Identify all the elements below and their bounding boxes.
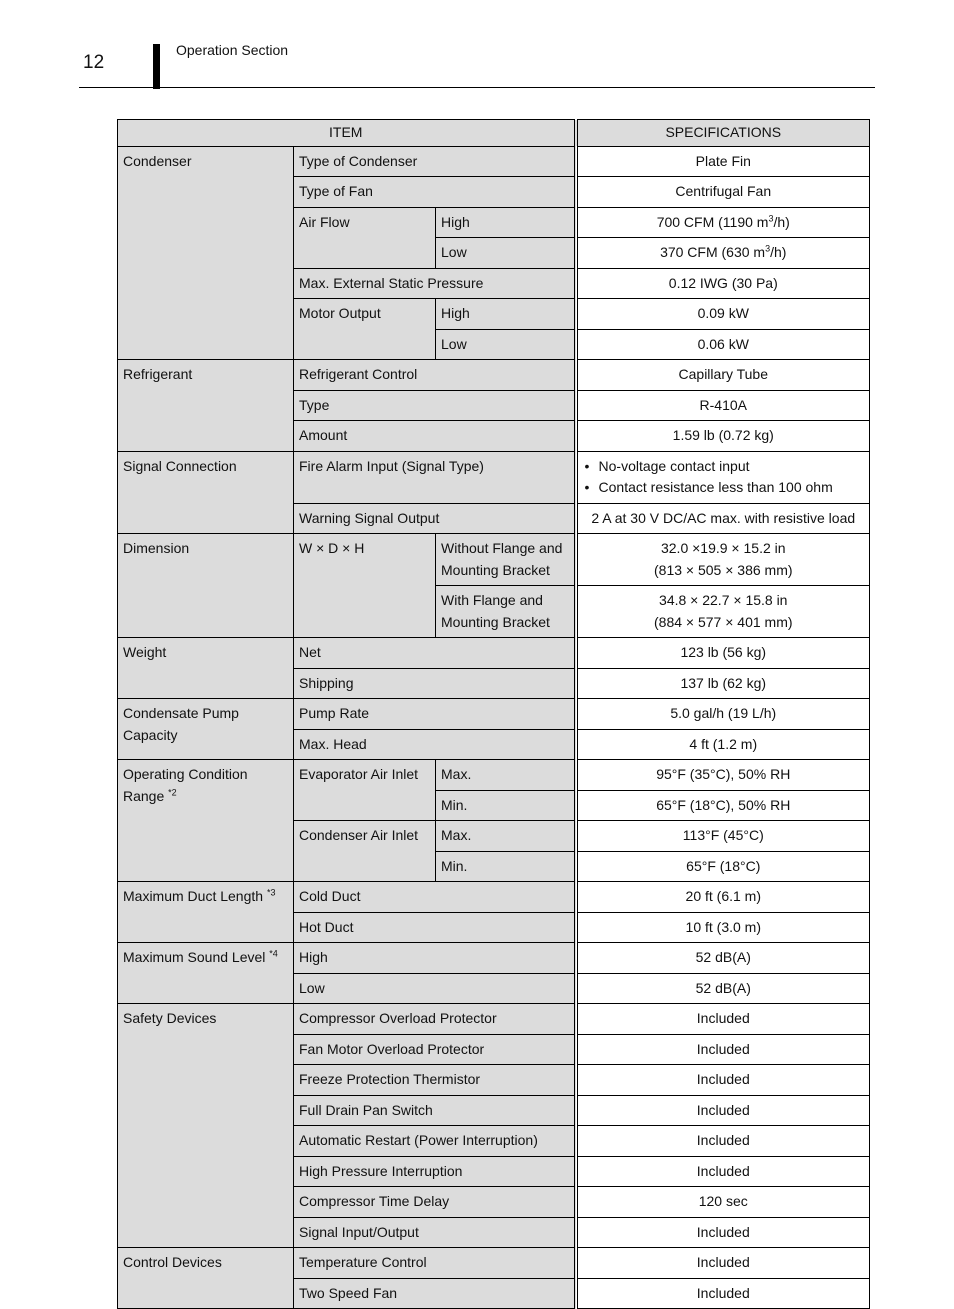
- item-label: Refrigerant Control: [294, 360, 576, 391]
- group-weight: Weight: [118, 638, 294, 699]
- item-label: High: [294, 943, 576, 974]
- item-value: 370 CFM (630 $m^3/h$): [576, 238, 870, 269]
- item-label: Max. Head: [294, 729, 576, 760]
- table-row: [118, 534, 870, 586]
- item-label: Freeze Protection Thermistor: [294, 1065, 576, 1096]
- item-label: Pump Rate: [294, 699, 576, 730]
- item-value: 95°F (35°C), 50% RH: [576, 760, 870, 791]
- item-value: Plate Fin: [576, 146, 870, 177]
- table-row: [118, 638, 870, 669]
- item-label: Shipping: [294, 668, 576, 699]
- item-value: 52 dB(A): [576, 973, 870, 1004]
- item-label: Low: [294, 973, 576, 1004]
- table-row: [118, 1248, 870, 1279]
- sub-item-label: Min.: [436, 851, 576, 882]
- item-value: 113°F (45°C): [576, 821, 870, 852]
- item-value: Included: [576, 1278, 870, 1309]
- item-label: Evaporator Air Inlet: [294, 760, 436, 821]
- item-label: High Pressure Interruption: [294, 1156, 576, 1187]
- item-value: Included: [576, 1156, 870, 1187]
- item-value: Included: [576, 1004, 870, 1035]
- item-value: Included: [576, 1065, 870, 1096]
- item-label: Amount: [294, 421, 576, 452]
- group-condensate-pump: Condensate Pump Capacity: [118, 699, 294, 760]
- item-label: Motor Output: [294, 299, 436, 360]
- column-header-item: ITEM: [118, 120, 576, 147]
- item-label: Compressor Overload Protector: [294, 1004, 576, 1035]
- item-value: Centrifugal Fan: [576, 177, 870, 208]
- fire-alarm-values: [583, 456, 865, 499]
- item-value: 0.12 IWG (30 Pa): [576, 268, 870, 299]
- item-label: Fan Motor Overload Protector: [294, 1034, 576, 1065]
- item-label: Full Drain Pan Switch: [294, 1095, 576, 1126]
- item-value: Included: [576, 1126, 870, 1157]
- item-value: 65°F (18°C): [576, 851, 870, 882]
- item-label: Type: [294, 390, 576, 421]
- item-value: 34.8 × 22.7 × 15.8 in (884 × 577 × 401 mm): [576, 586, 870, 638]
- table-row: [118, 699, 870, 730]
- group-condenser: Condenser: [118, 146, 294, 360]
- header-divider: [79, 87, 875, 88]
- group-dimension: Dimension: [118, 534, 294, 638]
- group-duct-length: Maximum Duct Length $^{*3}$: [118, 882, 294, 943]
- sub-item-label: Max.: [436, 760, 576, 791]
- item-label: Warning Signal Output: [294, 503, 576, 534]
- item-value: 0.06 kW: [576, 329, 870, 360]
- group-operating-condition: Operating Condition Range $^{*2}$: [118, 760, 294, 882]
- item-value: 1.59 lb (0.72 kg): [576, 421, 870, 452]
- sub-item-label: Without Flange and Mounting Bracket: [436, 534, 576, 586]
- item-label: Compressor Time Delay: [294, 1187, 576, 1218]
- item-value: Included: [576, 1095, 870, 1126]
- item-value: Included: [576, 1034, 870, 1065]
- item-value: R-410A: [576, 390, 870, 421]
- list-item: • No-voltage contact input: [583, 456, 865, 478]
- item-value: 20 ft (6.1 m): [576, 882, 870, 913]
- item-label: Type of Fan: [294, 177, 576, 208]
- specifications-table: [117, 119, 870, 1309]
- item-label: W × D × H: [294, 534, 436, 638]
- item-label: Signal Input/Output: [294, 1217, 576, 1248]
- item-value: 137 lb (62 kg): [576, 668, 870, 699]
- item-value: [576, 451, 870, 503]
- table-row: [118, 146, 870, 177]
- table-row: [118, 760, 870, 791]
- item-value: 123 lb (56 kg): [576, 638, 870, 669]
- sub-item-label: Max.: [436, 821, 576, 852]
- item-label: Temperature Control: [294, 1248, 576, 1279]
- section-title: Operation Section: [176, 42, 289, 58]
- sub-item-label: High: [436, 299, 576, 330]
- item-value: 10 ft (3.0 m): [576, 912, 870, 943]
- item-label: Net: [294, 638, 576, 669]
- item-value: 5.0 gal/h (19 L/h): [576, 699, 870, 730]
- item-label: Max. External Static Pressure: [294, 268, 576, 299]
- table-row: [118, 943, 870, 974]
- table-row: [118, 1004, 870, 1035]
- sub-item-label: Min.: [436, 790, 576, 821]
- group-sound-level: Maximum Sound Level $^{*4}$: [118, 943, 294, 1004]
- item-value: 52 dB(A): [576, 943, 870, 974]
- item-label: Hot Duct: [294, 912, 576, 943]
- item-label: Air Flow: [294, 207, 436, 268]
- group-control-devices: Control Devices: [118, 1248, 294, 1309]
- item-label: Cold Duct: [294, 882, 576, 913]
- group-refrigerant: Refrigerant: [118, 360, 294, 452]
- sub-item-label: High: [436, 207, 576, 238]
- table-header-row: [118, 120, 870, 147]
- sub-item-label: With Flange and Mounting Bracket: [436, 586, 576, 638]
- item-label: Type of Condenser: [294, 146, 576, 177]
- item-label: Automatic Restart (Power Interruption): [294, 1126, 576, 1157]
- list-item: • Contact resistance less than 100 ohm: [583, 477, 865, 499]
- item-value: 700 CFM (1190 $m^3/h$): [576, 207, 870, 238]
- item-value: 65°F (18°C), 50% RH: [576, 790, 870, 821]
- item-value: 0.09 kW: [576, 299, 870, 330]
- item-value: Included: [576, 1217, 870, 1248]
- group-signal-connection: Signal Connection: [118, 451, 294, 534]
- item-label: Condenser Air Inlet: [294, 821, 436, 882]
- item-label: Two Speed Fan: [294, 1278, 576, 1309]
- header-bar: [153, 44, 160, 89]
- item-value: 4 ft (1.2 m): [576, 729, 870, 760]
- item-value: 2 A at 30 V DC/AC max. with resistive load: [576, 503, 870, 534]
- table-row: [118, 451, 870, 503]
- table-row: [118, 882, 870, 913]
- sub-item-label: Low: [436, 329, 576, 360]
- page-number: 12: [83, 52, 105, 73]
- sub-item-label: Low: [436, 238, 576, 269]
- item-value: Capillary Tube: [576, 360, 870, 391]
- item-value: Included: [576, 1248, 870, 1279]
- item-value: 120 sec: [576, 1187, 870, 1218]
- item-value: 32.0 ×19.9 × 15.2 in (813 × 505 × 386 mm): [576, 534, 870, 586]
- table-row: [118, 360, 870, 391]
- group-safety-devices: Safety Devices: [118, 1004, 294, 1248]
- column-header-specifications: SPECIFICATIONS: [576, 120, 870, 147]
- item-label: Fire Alarm Input (Signal Type): [294, 451, 576, 503]
